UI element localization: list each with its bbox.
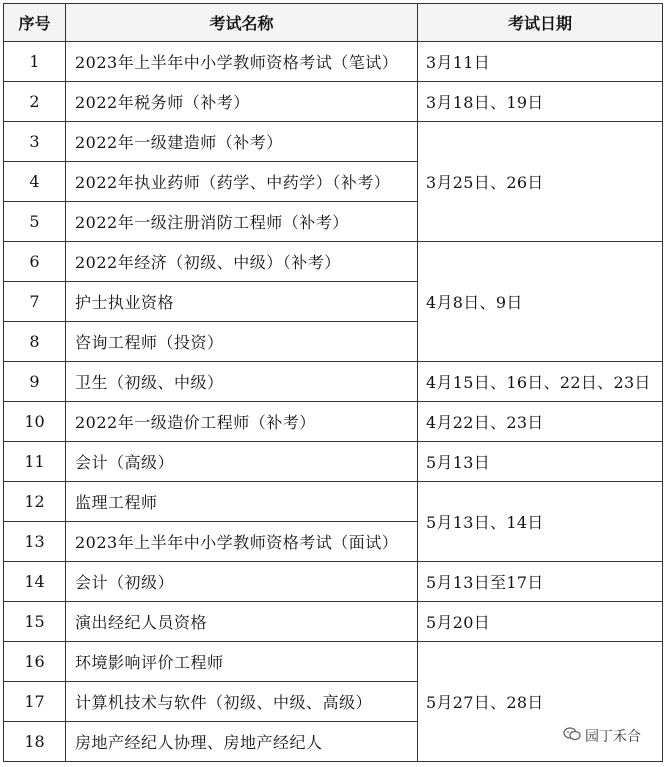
exam-name: 会计（初级） [66, 562, 418, 602]
table-row [4, 122, 663, 162]
row-number: 12 [4, 482, 66, 522]
exam-schedule-table [3, 3, 663, 762]
watermark-text: 园丁禾合 [585, 729, 641, 745]
row-number: 11 [4, 442, 66, 482]
row-number: 14 [4, 562, 66, 602]
exam-date: 5月27日、28日 [418, 642, 663, 762]
exam-date: 3月18日、19日 [418, 82, 663, 122]
row-number: 16 [4, 642, 66, 682]
exam-date: 5月20日 [418, 602, 663, 642]
header-exam-name: 考试名称 [66, 4, 418, 42]
table-row [4, 42, 663, 82]
header-row [4, 4, 663, 42]
table-row [4, 362, 663, 402]
watermark [560, 725, 644, 747]
exam-date: 5月13日 [418, 442, 663, 482]
exam-name: 2022年一级建造师（补考） [66, 122, 418, 162]
exam-name: 监理工程师 [66, 482, 418, 522]
row-number: 4 [4, 162, 66, 202]
exam-name: 房地产经纪人协理、房地产经纪人 [66, 722, 418, 762]
exam-name: 2022年经济（初级、中级）（补考） [66, 242, 418, 282]
row-number: 18 [4, 722, 66, 762]
exam-date: 3月25日、26日 [418, 122, 663, 242]
table-row [4, 442, 663, 482]
header-exam-date: 考试日期 [418, 4, 663, 42]
exam-name: 卫生（初级、中级） [66, 362, 418, 402]
exam-date: 5月13日至17日 [418, 562, 663, 602]
exam-name: 演出经纪人员资格 [66, 602, 418, 642]
row-number: 3 [4, 122, 66, 162]
exam-name: 2022年税务师（补考） [66, 82, 418, 122]
row-number: 8 [4, 322, 66, 362]
table-row [4, 562, 663, 602]
table-row [4, 602, 663, 642]
row-number: 9 [4, 362, 66, 402]
exam-name: 2023年上半年中小学教师资格考试（面试） [66, 522, 418, 562]
table-row [4, 82, 663, 122]
exam-date: 4月15日、16日、22日、23日 [418, 362, 663, 402]
table-row [4, 482, 663, 522]
table-row [4, 642, 663, 682]
table-row [4, 402, 663, 442]
exam-name: 计算机技术与软件（初级、中级、高级） [66, 682, 418, 722]
row-number: 5 [4, 202, 66, 242]
exam-date: 5月13日、14日 [418, 482, 663, 562]
exam-name: 会计（高级） [66, 442, 418, 482]
wechat-icon [563, 727, 581, 745]
row-number: 1 [4, 42, 66, 82]
exam-date: 4月8日、9日 [418, 242, 663, 362]
exam-name: 2022年一级注册消防工程师（补考） [66, 202, 418, 242]
table-row [4, 242, 663, 282]
header-number: 序号 [4, 4, 66, 42]
exam-name: 护士执业资格 [66, 282, 418, 322]
row-number: 2 [4, 82, 66, 122]
row-number: 7 [4, 282, 66, 322]
row-number: 6 [4, 242, 66, 282]
exam-name: 咨询工程师（投资） [66, 322, 418, 362]
row-number: 13 [4, 522, 66, 562]
row-number: 15 [4, 602, 66, 642]
exam-name: 2023年上半年中小学教师资格考试（笔试） [66, 42, 418, 82]
exam-name: 环境影响评价工程师 [66, 642, 418, 682]
exam-name: 2022年一级造价工程师（补考） [66, 402, 418, 442]
row-number: 10 [4, 402, 66, 442]
exam-date: 3月11日 [418, 42, 663, 82]
exam-date: 4月22日、23日 [418, 402, 663, 442]
row-number: 17 [4, 682, 66, 722]
exam-name: 2022年执业药师（药学、中药学）（补考） [66, 162, 418, 202]
